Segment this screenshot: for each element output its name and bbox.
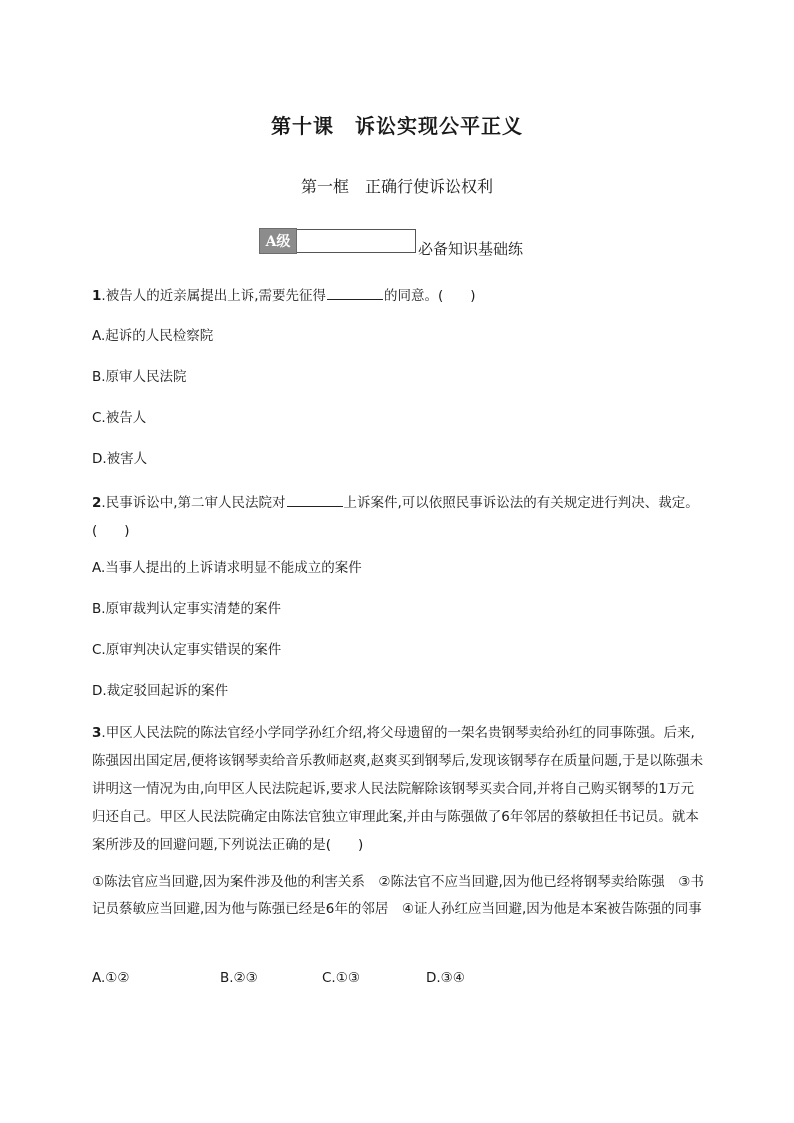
question-2-option-a: A.当事人提出的上诉请求明显不能成立的案件	[92, 560, 362, 576]
level-header	[259, 228, 524, 258]
question-2-option-d: D.裁定驳回起诉的案件	[92, 683, 229, 699]
question-number: 3	[92, 725, 102, 741]
question-2-stem	[92, 489, 707, 545]
question-number: 1	[92, 288, 102, 304]
question-2-option-c: C.原审判决认定事实错误的案件	[92, 642, 282, 658]
question-3-option-b: B.②③	[220, 970, 258, 986]
question-text: 的同意。( )	[384, 288, 476, 304]
question-3-option-d: D.③④	[426, 970, 465, 986]
question-number: 2	[92, 495, 102, 511]
question-text: .甲区人民法院的陈法官经小学同学孙红介绍,将父母遗留的一架名贵钢琴卖给孙红的同事陈强。后来,陈强因出国定居,便将该钢琴卖给音乐教师赵爽,赵爽买到钢琴后,发现该钢琴存在质量问题,于是以陈强未讲明这一情况为由,向甲区人民法院起诉,要求人民法院解除该钢琴买卖合同,并将自己购买钢琴的1万元归还自己。甲区人民法院确定由陈法官独立审理此案,并由与陈强做了6年邻居的蔡敏担任书记员。就本案所涉及的回避问题,下列说法正确的是( )	[92, 725, 704, 853]
question-3-option-c: C.①③	[322, 970, 360, 986]
question-text: .民事诉讼中,第二审人民法院对	[101, 495, 286, 511]
question-3-option-a: A.①②	[92, 970, 130, 986]
answer-blank	[287, 492, 343, 507]
question-1-option-d: D.被害人	[92, 451, 148, 467]
question-3-stem	[92, 719, 707, 859]
level-badge: A级	[259, 228, 297, 254]
section-title: 第一框 正确行使诉讼权利	[300, 177, 493, 196]
question-text: 上诉案件,可以依照民事诉讼法的有关规定进行判决、裁定。( )	[92, 495, 699, 539]
question-1-option-c: C.被告人	[92, 410, 147, 426]
question-1-option-b: B.原审人民法院	[92, 369, 187, 385]
level-label: 必备知识基础练	[418, 239, 524, 258]
level-box	[297, 229, 416, 253]
lesson-title: 第十课 诉讼实现公平正义	[271, 114, 523, 138]
question-1-option-a: A.起诉的人民检察院	[92, 328, 214, 344]
answer-blank	[327, 285, 383, 300]
question-1-stem	[92, 282, 707, 310]
question-text: .被告人的近亲属提出上诉,需要先征得	[101, 288, 326, 304]
question-2-option-b: B.原审裁判认定事实清楚的案件	[92, 601, 282, 617]
question-3-statements: ①陈法官应当回避,因为案件涉及他的利害关系 ②陈法官不应当回避,因为他已经将钢琴卖给陈强 ③书记员蔡敏应当回避,因为他与陈强已经是6年的邻居 ④证人孙红应当回避,因为他是本案被告陈强的同事	[92, 874, 704, 917]
